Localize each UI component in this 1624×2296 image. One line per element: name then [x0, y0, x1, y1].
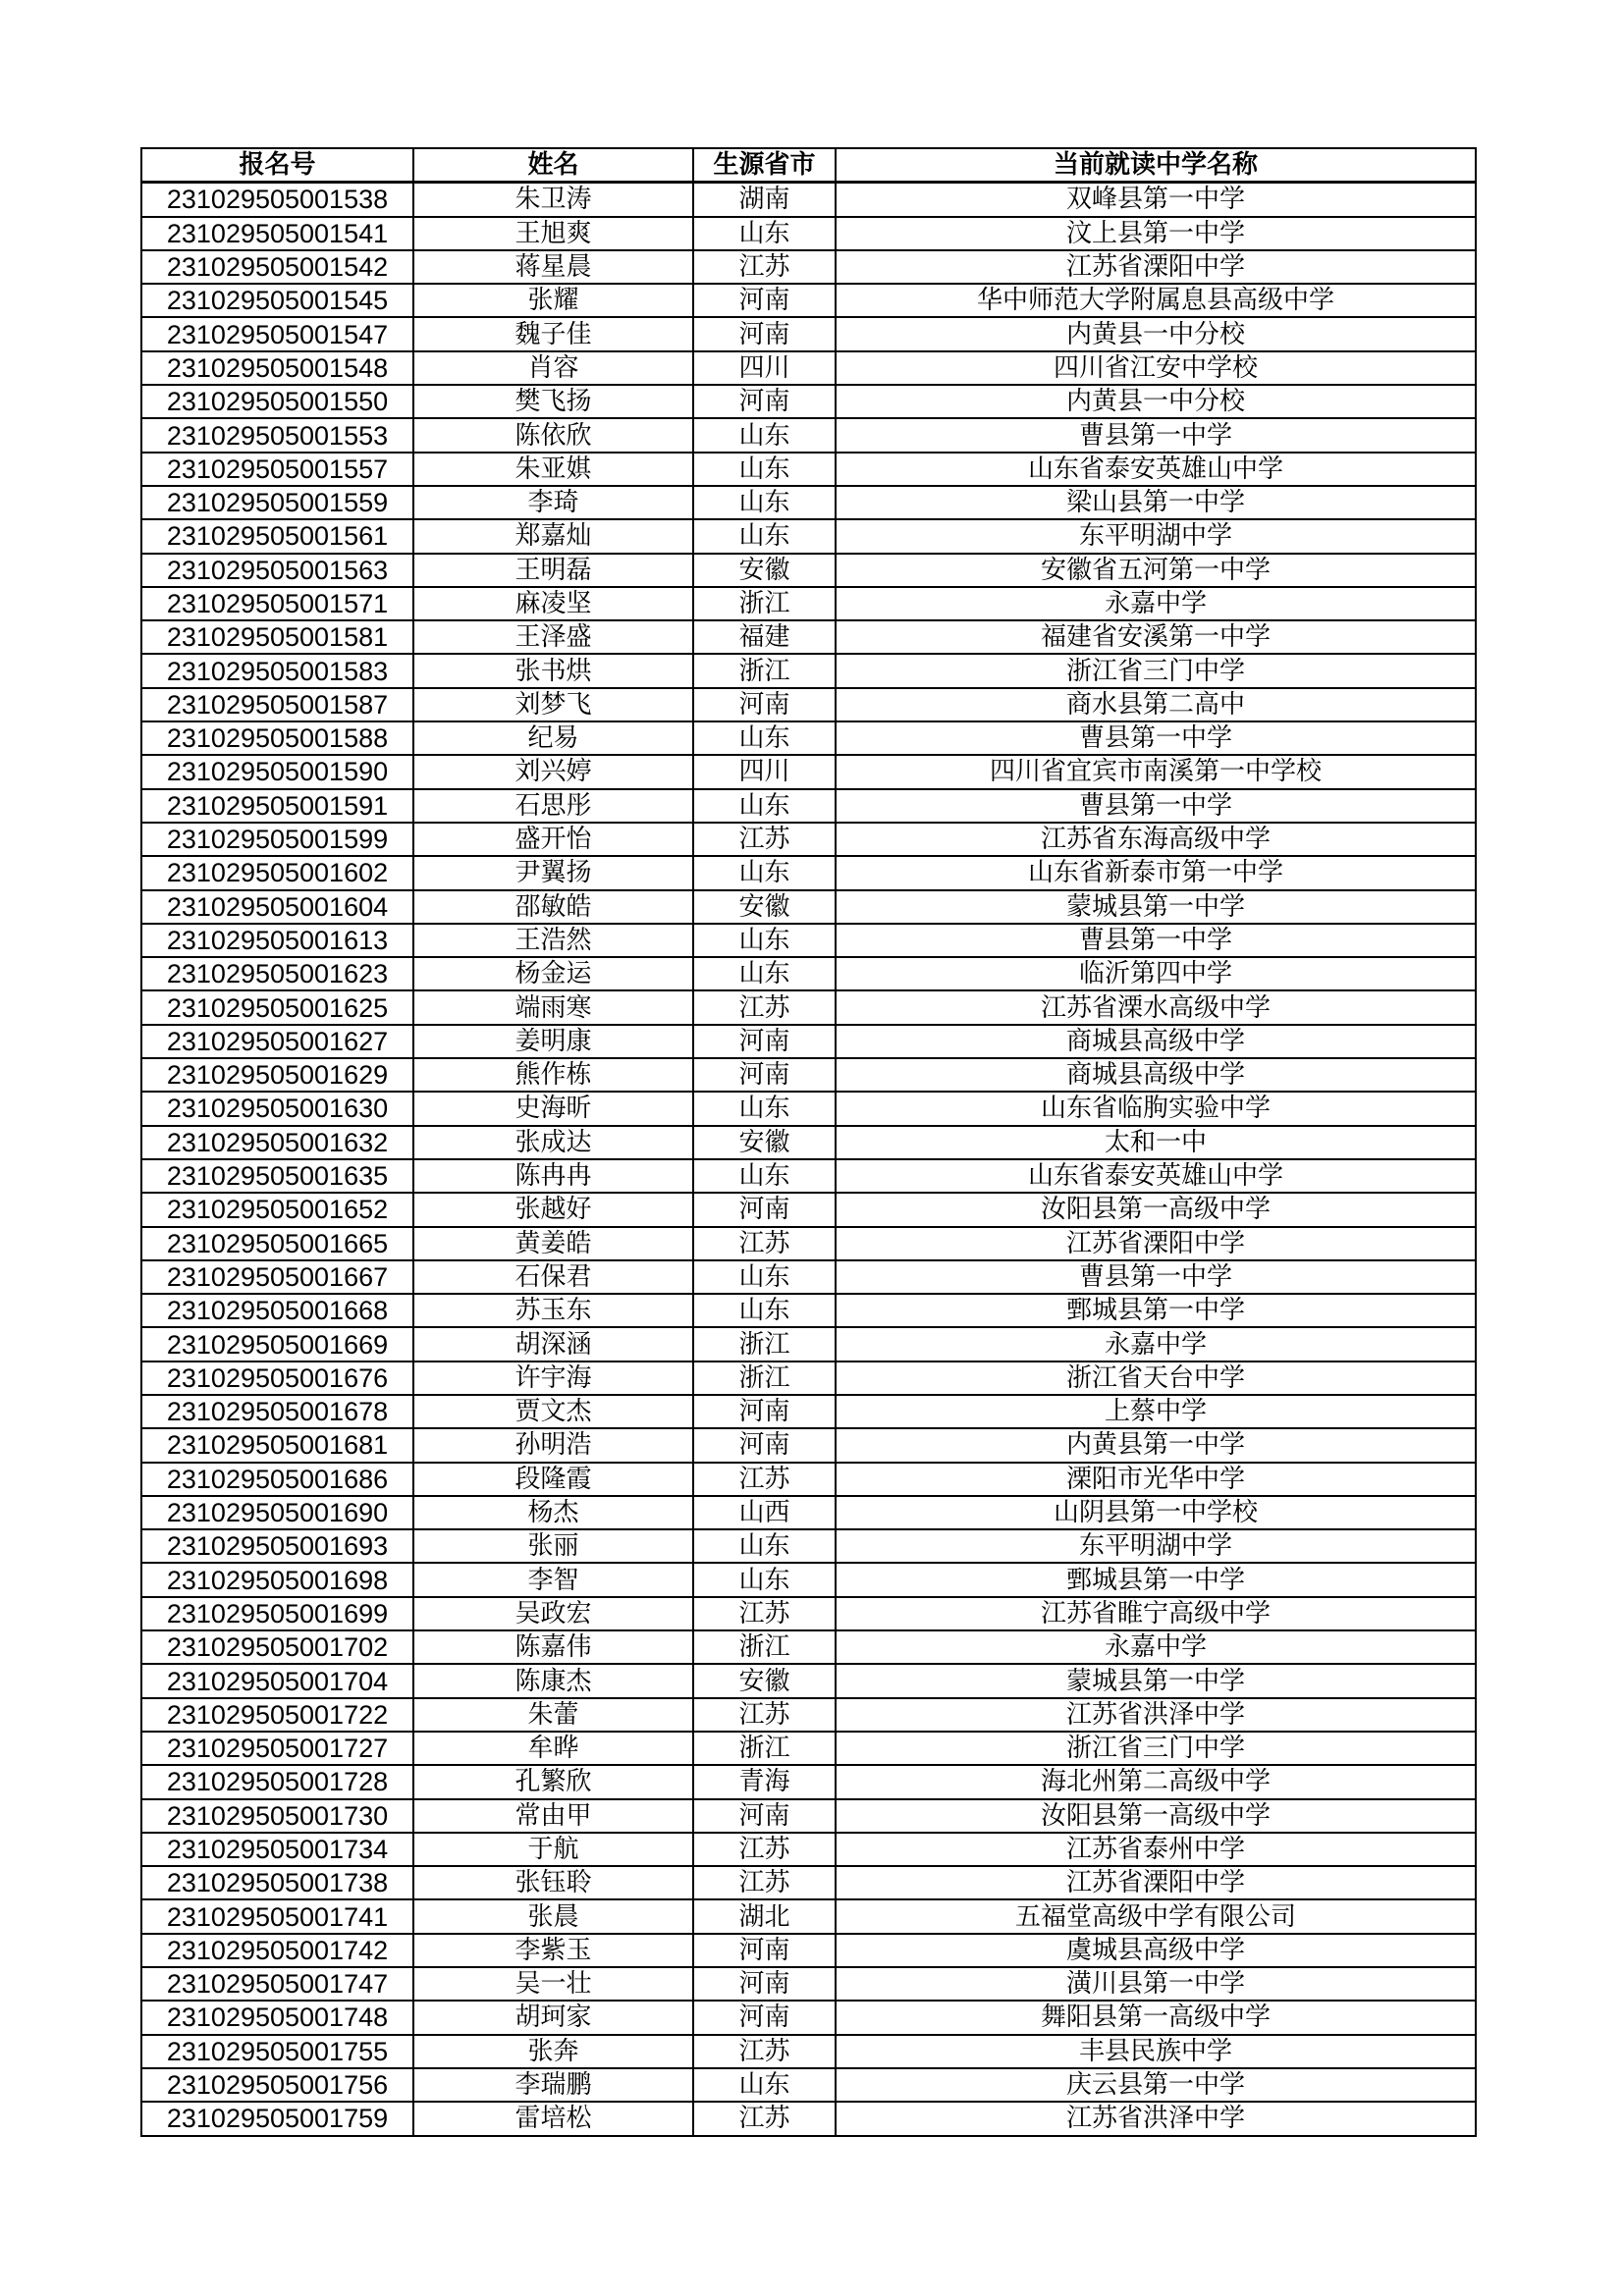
table-row	[141, 1058, 1476, 1092]
cell-province: 安徽	[693, 1664, 836, 1697]
cell-province: 浙江	[693, 1630, 836, 1664]
cell-school: 内黄县一中分校	[836, 317, 1476, 350]
cell-province: 江苏	[693, 1698, 836, 1732]
cell-registration-number: 231029505001541	[141, 217, 413, 250]
cell-school: 潢川县第一中学	[836, 1967, 1476, 2001]
cell-name: 段隆霞	[413, 1463, 693, 1496]
cell-registration-number: 231029505001591	[141, 789, 413, 823]
cell-registration-number: 231029505001625	[141, 990, 413, 1024]
cell-registration-number: 231029505001632	[141, 1126, 413, 1159]
cell-province: 山东	[693, 1529, 836, 1563]
cell-school: 东平明湖中学	[836, 519, 1476, 553]
cell-school: 江苏省洪泽中学	[836, 1698, 1476, 1732]
cell-name: 杨金运	[413, 957, 693, 990]
table-row	[141, 1463, 1476, 1496]
cell-registration-number: 231029505001755	[141, 2035, 413, 2068]
table-row	[141, 1630, 1476, 1664]
cell-province: 山东	[693, 418, 836, 452]
cell-school: 华中师范大学附属息县高级中学	[836, 284, 1476, 317]
cell-province: 山东	[693, 924, 836, 957]
cell-province: 江苏	[693, 2035, 836, 2068]
student-roster-table	[140, 147, 1477, 2137]
cell-school: 海北州第二高级中学	[836, 1765, 1476, 1798]
cell-province: 江苏	[693, 823, 836, 856]
cell-registration-number: 231029505001681	[141, 1428, 413, 1462]
table-row	[141, 755, 1476, 788]
cell-registration-number: 231029505001557	[141, 453, 413, 486]
table-row	[141, 1092, 1476, 1125]
cell-name: 麻凌坚	[413, 587, 693, 620]
table-row	[141, 856, 1476, 889]
cell-province: 河南	[693, 1967, 836, 2001]
table-row	[141, 1496, 1476, 1529]
cell-registration-number: 231029505001583	[141, 654, 413, 687]
cell-name: 肖容	[413, 351, 693, 385]
cell-school: 商水县第二高中	[836, 688, 1476, 721]
cell-registration-number: 231029505001571	[141, 587, 413, 620]
cell-registration-number: 231029505001547	[141, 317, 413, 350]
cell-name: 尹翼扬	[413, 856, 693, 889]
table-row	[141, 688, 1476, 721]
cell-registration-number: 231029505001635	[141, 1159, 413, 1193]
cell-registration-number: 231029505001630	[141, 1092, 413, 1125]
table-body	[141, 183, 1476, 2136]
table-row	[141, 1395, 1476, 1428]
cell-registration-number: 231029505001669	[141, 1327, 413, 1361]
cell-school: 浙江省三门中学	[836, 1732, 1476, 1765]
cell-province: 山东	[693, 1092, 836, 1125]
cell-school: 曹县第一中学	[836, 924, 1476, 957]
table-row	[141, 1833, 1476, 1866]
cell-school: 舞阳县第一高级中学	[836, 2001, 1476, 2034]
cell-province: 山东	[693, 2068, 836, 2102]
cell-registration-number: 231029505001734	[141, 1833, 413, 1866]
cell-registration-number: 231029505001563	[141, 554, 413, 587]
cell-province: 山东	[693, 1159, 836, 1193]
cell-province: 河南	[693, 385, 836, 418]
header-name: 姓名	[413, 148, 693, 183]
cell-school: 内黄县第一中学	[836, 1428, 1476, 1462]
table-row	[141, 1126, 1476, 1159]
cell-province: 河南	[693, 1428, 836, 1462]
cell-registration-number: 231029505001728	[141, 1765, 413, 1798]
cell-province: 湖北	[693, 1899, 836, 1933]
table-row	[141, 385, 1476, 418]
table-row	[141, 250, 1476, 284]
header-registration-number: 报名号	[141, 148, 413, 183]
cell-province: 安徽	[693, 890, 836, 924]
cell-name: 姜明康	[413, 1025, 693, 1058]
table-row	[141, 2001, 1476, 2034]
cell-name: 张晨	[413, 1899, 693, 1933]
cell-province: 山东	[693, 1294, 836, 1327]
cell-name: 吴政宏	[413, 1597, 693, 1630]
cell-province: 河南	[693, 2001, 836, 2034]
cell-school: 汶上县第一中学	[836, 217, 1476, 250]
cell-province: 山东	[693, 721, 836, 755]
table-row	[141, 2068, 1476, 2102]
cell-school: 曹县第一中学	[836, 789, 1476, 823]
cell-school: 内黄县一中分校	[836, 385, 1476, 418]
table-row	[141, 823, 1476, 856]
cell-name: 胡珂家	[413, 2001, 693, 2034]
cell-name: 朱亚娸	[413, 453, 693, 486]
cell-school: 四川省江安中学校	[836, 351, 1476, 385]
cell-school: 曹县第一中学	[836, 1260, 1476, 1294]
cell-registration-number: 231029505001652	[141, 1193, 413, 1226]
cell-province: 江苏	[693, 250, 836, 284]
table-row	[141, 1698, 1476, 1732]
cell-name: 端雨寒	[413, 990, 693, 1024]
table-row	[141, 1159, 1476, 1193]
cell-province: 河南	[693, 317, 836, 350]
cell-registration-number: 231029505001742	[141, 1934, 413, 1967]
cell-name: 蒋星晨	[413, 250, 693, 284]
cell-school: 江苏省溧水高级中学	[836, 990, 1476, 1024]
table-row	[141, 1664, 1476, 1697]
header-row	[141, 148, 1476, 183]
cell-school: 安徽省五河第一中学	[836, 554, 1476, 587]
cell-school: 汝阳县第一高级中学	[836, 1799, 1476, 1833]
table-row	[141, 1597, 1476, 1630]
cell-school: 太和一中	[836, 1126, 1476, 1159]
cell-school: 江苏省溧阳中学	[836, 1227, 1476, 1260]
table-row	[141, 1294, 1476, 1327]
cell-name: 史海昕	[413, 1092, 693, 1125]
cell-school: 江苏省洪泽中学	[836, 2102, 1476, 2135]
cell-name: 孙明浩	[413, 1428, 693, 1462]
table-row	[141, 1765, 1476, 1798]
cell-province: 山东	[693, 519, 836, 553]
cell-province: 福建	[693, 620, 836, 654]
cell-school: 蒙城县第一中学	[836, 890, 1476, 924]
table-row	[141, 519, 1476, 553]
cell-province: 河南	[693, 1799, 836, 1833]
table-row	[141, 1025, 1476, 1058]
cell-school: 江苏省溧阳中学	[836, 250, 1476, 284]
cell-name: 陈康杰	[413, 1664, 693, 1697]
cell-registration-number: 231029505001627	[141, 1025, 413, 1058]
cell-registration-number: 231029505001561	[141, 519, 413, 553]
cell-name: 李瑞鹏	[413, 2068, 693, 2102]
cell-province: 江苏	[693, 1597, 836, 1630]
table-row	[141, 1193, 1476, 1226]
cell-school: 上蔡中学	[836, 1395, 1476, 1428]
table-header	[141, 148, 1476, 183]
cell-province: 江苏	[693, 990, 836, 1024]
cell-name: 王浩然	[413, 924, 693, 957]
cell-registration-number: 231029505001727	[141, 1732, 413, 1765]
cell-name: 纪易	[413, 721, 693, 755]
cell-province: 山东	[693, 453, 836, 486]
cell-name: 张奔	[413, 2035, 693, 2068]
table-row	[141, 620, 1476, 654]
cell-name: 李紫玉	[413, 1934, 693, 1967]
cell-province: 山东	[693, 217, 836, 250]
cell-name: 陈依欣	[413, 418, 693, 452]
cell-school: 福建省安溪第一中学	[836, 620, 1476, 654]
cell-school: 江苏省东海高级中学	[836, 823, 1476, 856]
cell-name: 张书烘	[413, 654, 693, 687]
cell-province: 浙江	[693, 587, 836, 620]
table-row	[141, 351, 1476, 385]
cell-school: 山东省新泰市第一中学	[836, 856, 1476, 889]
cell-registration-number: 231029505001604	[141, 890, 413, 924]
table-row	[141, 1799, 1476, 1833]
cell-province: 四川	[693, 755, 836, 788]
cell-school: 汝阳县第一高级中学	[836, 1193, 1476, 1226]
table-row	[141, 418, 1476, 452]
cell-name: 张耀	[413, 284, 693, 317]
cell-name: 黄姜皓	[413, 1227, 693, 1260]
cell-province: 江苏	[693, 1833, 836, 1866]
cell-name: 李琦	[413, 486, 693, 519]
cell-school: 蒙城县第一中学	[836, 1664, 1476, 1697]
cell-registration-number: 231029505001756	[141, 2068, 413, 2102]
cell-province: 河南	[693, 1193, 836, 1226]
cell-registration-number: 231029505001741	[141, 1899, 413, 1933]
table-row	[141, 1260, 1476, 1294]
cell-school: 永嘉中学	[836, 587, 1476, 620]
cell-school: 山东省泰安英雄山中学	[836, 453, 1476, 486]
cell-registration-number: 231029505001676	[141, 1362, 413, 1395]
table-row	[141, 990, 1476, 1024]
cell-registration-number: 231029505001667	[141, 1260, 413, 1294]
cell-name: 石保君	[413, 1260, 693, 1294]
table-row	[141, 924, 1476, 957]
cell-province: 江苏	[693, 1227, 836, 1260]
cell-province: 浙江	[693, 654, 836, 687]
cell-name: 盛开怡	[413, 823, 693, 856]
cell-province: 安徽	[693, 1126, 836, 1159]
cell-registration-number: 231029505001698	[141, 1563, 413, 1596]
cell-name: 张越好	[413, 1193, 693, 1226]
table-row	[141, 1529, 1476, 1563]
cell-registration-number: 231029505001542	[141, 250, 413, 284]
table-row	[141, 554, 1476, 587]
cell-school: 商城县高级中学	[836, 1025, 1476, 1058]
table-row	[141, 1362, 1476, 1395]
cell-registration-number: 231029505001590	[141, 755, 413, 788]
cell-school: 鄄城县第一中学	[836, 1563, 1476, 1596]
cell-name: 熊作栋	[413, 1058, 693, 1092]
cell-registration-number: 231029505001623	[141, 957, 413, 990]
table-row	[141, 217, 1476, 250]
cell-registration-number: 231029505001748	[141, 2001, 413, 2034]
table-row	[141, 587, 1476, 620]
table-row	[141, 1327, 1476, 1361]
cell-school: 江苏省溧阳中学	[836, 1866, 1476, 1899]
cell-registration-number: 231029505001730	[141, 1799, 413, 1833]
table-row	[141, 1428, 1476, 1462]
cell-school: 商城县高级中学	[836, 1058, 1476, 1092]
cell-registration-number: 231029505001581	[141, 620, 413, 654]
cell-province: 江苏	[693, 1463, 836, 1496]
cell-registration-number: 231029505001668	[141, 1294, 413, 1327]
table-row	[141, 890, 1476, 924]
cell-registration-number: 231029505001704	[141, 1664, 413, 1697]
cell-registration-number: 231029505001588	[141, 721, 413, 755]
cell-registration-number: 231029505001690	[141, 1496, 413, 1529]
table-row	[141, 183, 1476, 217]
cell-name: 孔繁欣	[413, 1765, 693, 1798]
cell-registration-number: 231029505001738	[141, 1866, 413, 1899]
cell-name: 陈冉冉	[413, 1159, 693, 1193]
cell-province: 浙江	[693, 1327, 836, 1361]
cell-registration-number: 231029505001559	[141, 486, 413, 519]
table-row	[141, 1934, 1476, 1967]
cell-registration-number: 231029505001686	[141, 1463, 413, 1496]
cell-registration-number: 231029505001665	[141, 1227, 413, 1260]
table-row	[141, 1967, 1476, 2001]
cell-school: 曹县第一中学	[836, 721, 1476, 755]
cell-name: 朱蕾	[413, 1698, 693, 1732]
cell-registration-number: 231029505001702	[141, 1630, 413, 1664]
cell-school: 虞城县高级中学	[836, 1934, 1476, 1967]
table-row	[141, 486, 1476, 519]
table-row	[141, 721, 1476, 755]
cell-name: 刘兴婷	[413, 755, 693, 788]
cell-name: 魏子佳	[413, 317, 693, 350]
cell-registration-number: 231029505001545	[141, 284, 413, 317]
cell-province: 安徽	[693, 554, 836, 587]
table-row	[141, 1866, 1476, 1899]
cell-name: 李智	[413, 1563, 693, 1596]
cell-name: 石思彤	[413, 789, 693, 823]
cell-province: 河南	[693, 1058, 836, 1092]
cell-province: 青海	[693, 1765, 836, 1798]
cell-name: 于航	[413, 1833, 693, 1866]
cell-name: 张成达	[413, 1126, 693, 1159]
cell-province: 山东	[693, 1260, 836, 1294]
cell-name: 樊飞扬	[413, 385, 693, 418]
cell-name: 贾文杰	[413, 1395, 693, 1428]
cell-province: 浙江	[693, 1362, 836, 1395]
cell-registration-number: 231029505001550	[141, 385, 413, 418]
table-row	[141, 1563, 1476, 1596]
cell-registration-number: 231029505001678	[141, 1395, 413, 1428]
cell-province: 山东	[693, 1563, 836, 1596]
header-school: 当前就读中学名称	[836, 148, 1476, 183]
cell-name: 张丽	[413, 1529, 693, 1563]
table-row	[141, 2035, 1476, 2068]
cell-name: 牟晔	[413, 1732, 693, 1765]
table-row	[141, 654, 1476, 687]
table-row	[141, 1732, 1476, 1765]
table-row	[141, 453, 1476, 486]
cell-province: 湖南	[693, 183, 836, 217]
cell-school: 江苏省泰州中学	[836, 1833, 1476, 1866]
cell-name: 雷培松	[413, 2102, 693, 2135]
cell-province: 山东	[693, 789, 836, 823]
cell-registration-number: 231029505001538	[141, 183, 413, 217]
cell-province: 河南	[693, 1395, 836, 1428]
cell-name: 常由甲	[413, 1799, 693, 1833]
table-row	[141, 317, 1476, 350]
cell-name: 王旭爽	[413, 217, 693, 250]
cell-school: 五福堂高级中学有限公司	[836, 1899, 1476, 1933]
cell-registration-number: 231029505001602	[141, 856, 413, 889]
header-province: 生源省市	[693, 148, 836, 183]
cell-registration-number: 231029505001587	[141, 688, 413, 721]
cell-province: 河南	[693, 1025, 836, 1058]
cell-name: 吴一壮	[413, 1967, 693, 2001]
cell-school: 梁山县第一中学	[836, 486, 1476, 519]
cell-registration-number: 231029505001693	[141, 1529, 413, 1563]
cell-school: 永嘉中学	[836, 1630, 1476, 1664]
table-row	[141, 284, 1476, 317]
cell-school: 鄄城县第一中学	[836, 1294, 1476, 1327]
cell-name: 刘梦飞	[413, 688, 693, 721]
cell-name: 许宇海	[413, 1362, 693, 1395]
cell-school: 溧阳市光华中学	[836, 1463, 1476, 1496]
cell-province: 山东	[693, 486, 836, 519]
cell-province: 河南	[693, 284, 836, 317]
cell-school: 双峰县第一中学	[836, 183, 1476, 217]
cell-name: 杨杰	[413, 1496, 693, 1529]
cell-name: 朱卫涛	[413, 183, 693, 217]
cell-province: 山西	[693, 1496, 836, 1529]
table-row	[141, 1899, 1476, 1933]
cell-name: 陈嘉伟	[413, 1630, 693, 1664]
cell-school: 临沂第四中学	[836, 957, 1476, 990]
cell-school: 永嘉中学	[836, 1327, 1476, 1361]
cell-registration-number: 231029505001759	[141, 2102, 413, 2135]
cell-province: 山东	[693, 856, 836, 889]
cell-registration-number: 231029505001548	[141, 351, 413, 385]
cell-school: 山阴县第一中学校	[836, 1496, 1476, 1529]
table-row	[141, 1227, 1476, 1260]
cell-province: 江苏	[693, 1866, 836, 1899]
cell-school: 四川省宜宾市南溪第一中学校	[836, 755, 1476, 788]
cell-name: 王泽盛	[413, 620, 693, 654]
cell-province: 江苏	[693, 2102, 836, 2135]
cell-province: 河南	[693, 688, 836, 721]
cell-province: 四川	[693, 351, 836, 385]
cell-name: 苏玉东	[413, 1294, 693, 1327]
table-row	[141, 957, 1476, 990]
cell-school: 山东省泰安英雄山中学	[836, 1159, 1476, 1193]
cell-school: 江苏省睢宁高级中学	[836, 1597, 1476, 1630]
table-row	[141, 2102, 1476, 2135]
cell-name: 邵敏皓	[413, 890, 693, 924]
cell-school: 浙江省天台中学	[836, 1362, 1476, 1395]
cell-province: 浙江	[693, 1732, 836, 1765]
cell-school: 浙江省三门中学	[836, 654, 1476, 687]
cell-province: 山东	[693, 957, 836, 990]
cell-registration-number: 231029505001553	[141, 418, 413, 452]
cell-school: 曹县第一中学	[836, 418, 1476, 452]
cell-school: 庆云县第一中学	[836, 2068, 1476, 2102]
cell-name: 郑嘉灿	[413, 519, 693, 553]
cell-name: 胡深涵	[413, 1327, 693, 1361]
cell-registration-number: 231029505001599	[141, 823, 413, 856]
cell-name: 王明磊	[413, 554, 693, 587]
cell-registration-number: 231029505001722	[141, 1698, 413, 1732]
table-row	[141, 789, 1476, 823]
cell-school: 山东省临朐实验中学	[836, 1092, 1476, 1125]
cell-school: 东平明湖中学	[836, 1529, 1476, 1563]
cell-province: 河南	[693, 1934, 836, 1967]
cell-name: 张钰聆	[413, 1866, 693, 1899]
cell-school: 丰县民族中学	[836, 2035, 1476, 2068]
cell-registration-number: 231029505001699	[141, 1597, 413, 1630]
cell-registration-number: 231029505001747	[141, 1967, 413, 2001]
cell-registration-number: 231029505001613	[141, 924, 413, 957]
cell-registration-number: 231029505001629	[141, 1058, 413, 1092]
